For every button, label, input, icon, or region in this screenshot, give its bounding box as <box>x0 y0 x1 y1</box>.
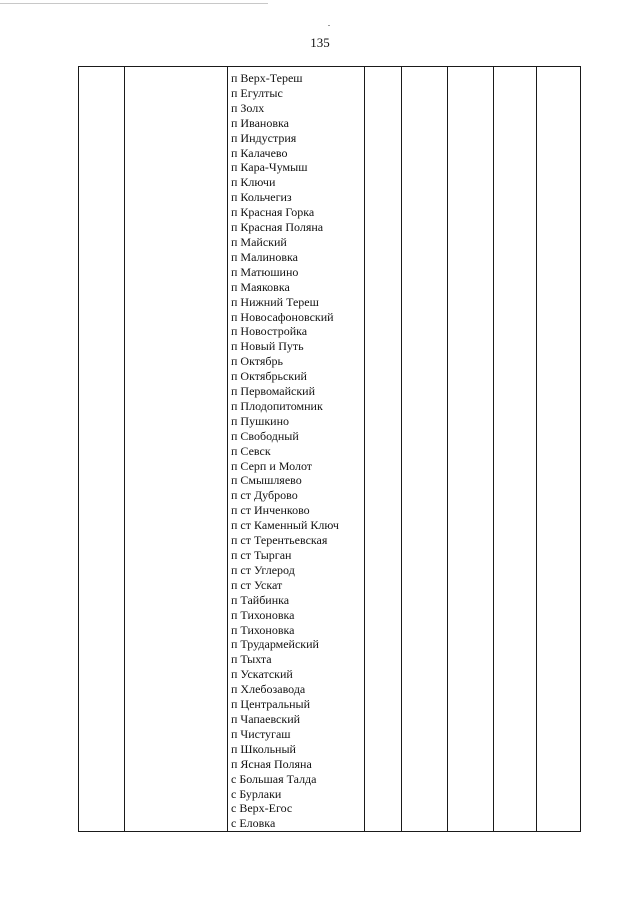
settlement-name: п Плодопитомник <box>231 398 323 413</box>
settlement-name: п Ускатский <box>231 667 293 682</box>
column-divider-7 <box>536 67 537 831</box>
settlement-name: п Новостройка <box>231 324 308 339</box>
settlement-name: п Чапаевский <box>231 711 301 726</box>
settlement-name: п Севск <box>231 443 271 458</box>
settlement-name: п Майский <box>231 234 287 249</box>
settlement-name: п Ясная Поляна <box>231 756 312 771</box>
settlement-name: с Большая Талда <box>231 771 317 786</box>
settlement-name: п Тихоновка <box>231 622 295 637</box>
column-divider-4 <box>401 67 402 831</box>
settlement-name: п Нижний Тереш <box>231 294 319 309</box>
settlement-name: п Матюшино <box>231 264 299 279</box>
scan-speck <box>328 25 330 26</box>
settlement-name: п ст Инченково <box>231 503 310 518</box>
settlement-list <box>231 71 339 831</box>
settlement-name: п Ключи <box>231 175 276 190</box>
settlement-name: п Кольчегиз <box>231 190 292 205</box>
settlement-name: п Центральный <box>231 697 311 712</box>
settlement-name: п Хлебозавода <box>231 682 306 697</box>
settlement-name: п Новосафоновский <box>231 309 334 324</box>
settlement-name: п Кара-Чумыш <box>231 160 308 175</box>
settlement-name: п Золх <box>231 100 265 115</box>
settlement-name: п Малиновка <box>231 249 298 264</box>
settlement-name: п Тыхта <box>231 652 272 667</box>
settlement-name: п Октябрь <box>231 354 283 369</box>
settlement-name: п Октябрьский <box>231 369 307 384</box>
column-divider-3 <box>364 67 365 831</box>
settlement-name: п Егултыс <box>231 85 283 100</box>
settlement-name: п ст Дуброво <box>231 488 298 503</box>
settlement-name: п ст Каменный Ключ <box>231 518 339 533</box>
settlement-name: п Ивановка <box>231 115 289 130</box>
column-divider-5 <box>447 67 448 831</box>
settlement-name: п Красная Поляна <box>231 220 324 235</box>
settlement-name: п Первомайский <box>231 384 316 399</box>
column-divider-2 <box>227 67 228 831</box>
settlement-name: п Калачево <box>231 145 288 160</box>
settlement-name: п ст Тырган <box>231 548 292 562</box>
settlement-name: п Смышляево <box>231 473 302 488</box>
settlement-name: п Новый Путь <box>231 339 304 354</box>
settlement-name: п Пушкино <box>231 413 290 428</box>
settlement-name: п ст Терентьевская <box>231 533 328 548</box>
settlement-name: п Тихоновка <box>231 607 295 622</box>
settlement-name: п Серп и Молот <box>231 458 313 473</box>
settlement-name: п Свободный <box>231 428 299 443</box>
settlement-name: п Школьный <box>231 741 296 756</box>
settlement-name: п Красная Горка <box>231 205 315 220</box>
settlement-name: п Верх-Тереш <box>231 71 303 85</box>
settlement-name: п Маяковка <box>231 279 290 294</box>
settlement-name: с Еловка <box>231 816 276 831</box>
column-divider-6 <box>493 67 494 831</box>
column-divider-1 <box>124 67 125 831</box>
settlement-name: с Верх-Егос <box>231 801 293 816</box>
page-number: 135 <box>310 35 330 50</box>
settlement-name: п ст Ускат <box>231 577 283 592</box>
settlement-name: с Бурлаки <box>231 786 282 801</box>
settlement-name: п Трудармейский <box>231 637 319 652</box>
settlement-name: п Индустрия <box>231 130 297 145</box>
settlement-name: п Чистугаш <box>231 726 291 741</box>
scan-edge-rule <box>0 3 268 4</box>
settlement-name: п ст Углерод <box>231 562 295 577</box>
settlement-name: п Тайбинка <box>231 592 290 607</box>
